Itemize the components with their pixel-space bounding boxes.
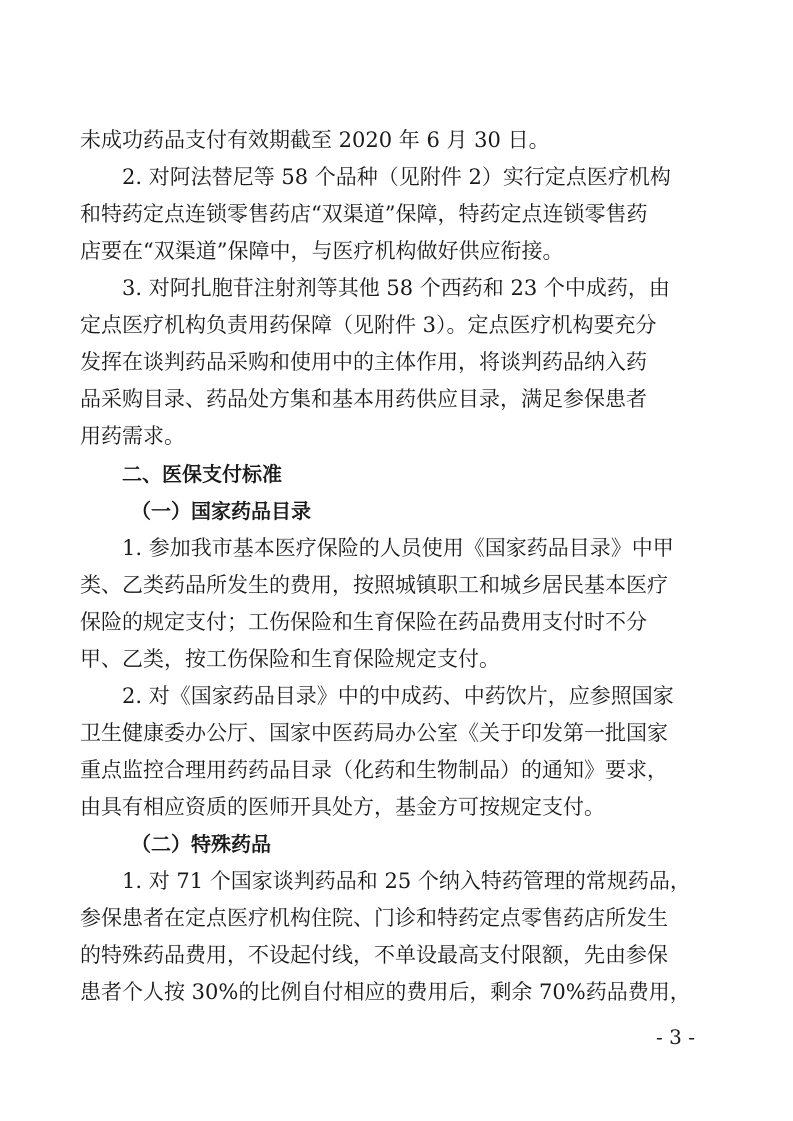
text-line: 的特殊药品费用，不设起付线，不单设最高支付限额，先由参保 — [80, 943, 668, 967]
text-line: 1. 对 71 个国家谈判药品和 25 个纳入特药管理的常规药品， — [122, 869, 691, 893]
text-line: 店要在“双渠道”保障中，与医疗机构做好供应衔接。 — [80, 239, 564, 263]
text-line: 2. 对《国家药品目录》中的中成药、中药饮片，应参照国家 — [122, 684, 674, 708]
subsection-heading: （二）特殊药品 — [131, 832, 271, 856]
text-line: 卫生健康委办公厅、国家中医药局办公室《关于印发第一批国家 — [80, 721, 668, 745]
text-line: 由具有相应资质的医师开具处方，基金方可按规定支付。 — [80, 795, 605, 819]
text-line: 和特药定点连锁零售药店“双渠道”保障，特药定点连锁零售药 — [80, 202, 648, 226]
text-line: 患者个人按 30%的比例自付相应的费用后，剩余 70%药品费用， — [80, 980, 691, 1004]
text-line: 2. 对阿法替尼等 58 个品种（见附件 2）实行定点医疗机构 — [122, 165, 671, 189]
subsection-heading: （一）国家药品目录 — [131, 499, 311, 523]
text-line: 定点医疗机构负责用药保障（见附件 3）。定点医疗机构要充分 — [80, 313, 657, 337]
text-line: 保险的规定支付；工伤保险和生育保险在药品费用支付时不分 — [80, 610, 647, 634]
text-line: 用药需求。 — [80, 424, 185, 448]
text-line: 类、乙类药品所发生的费用，按照城镇职工和城乡居民基本医疗 — [80, 573, 668, 597]
text-line: 1. 参加我市基本医疗保险的人员使用《国家药品目录》中甲 — [122, 536, 674, 560]
text-line: 未成功药品支付有效期截至 2020 年 6 月 30 日。 — [80, 128, 550, 152]
text-line: 3. 对阿扎胞苷注射剂等其他 58 个西药和 23 个中成药，由 — [122, 276, 670, 300]
text-line: 参保患者在定点医疗机构住院、门诊和特药定点零售药店所发生 — [80, 906, 668, 930]
text-line: 品采购目录、药品处方集和基本用药供应目录，满足参保患者 — [80, 387, 647, 411]
text-line: 甲、乙类，按工伤保险和生育保险规定支付。 — [80, 647, 500, 671]
text-line: 重点监控合理用药药品目录（化药和生物制品）的通知》要求， — [80, 758, 668, 782]
section-heading: 二、医保支付标准 — [122, 462, 282, 486]
page-number: - 3 - — [656, 1025, 695, 1049]
text-line: 发挥在谈判药品采购和使用中的主体作用，将谈判药品纳入药 — [80, 350, 647, 374]
